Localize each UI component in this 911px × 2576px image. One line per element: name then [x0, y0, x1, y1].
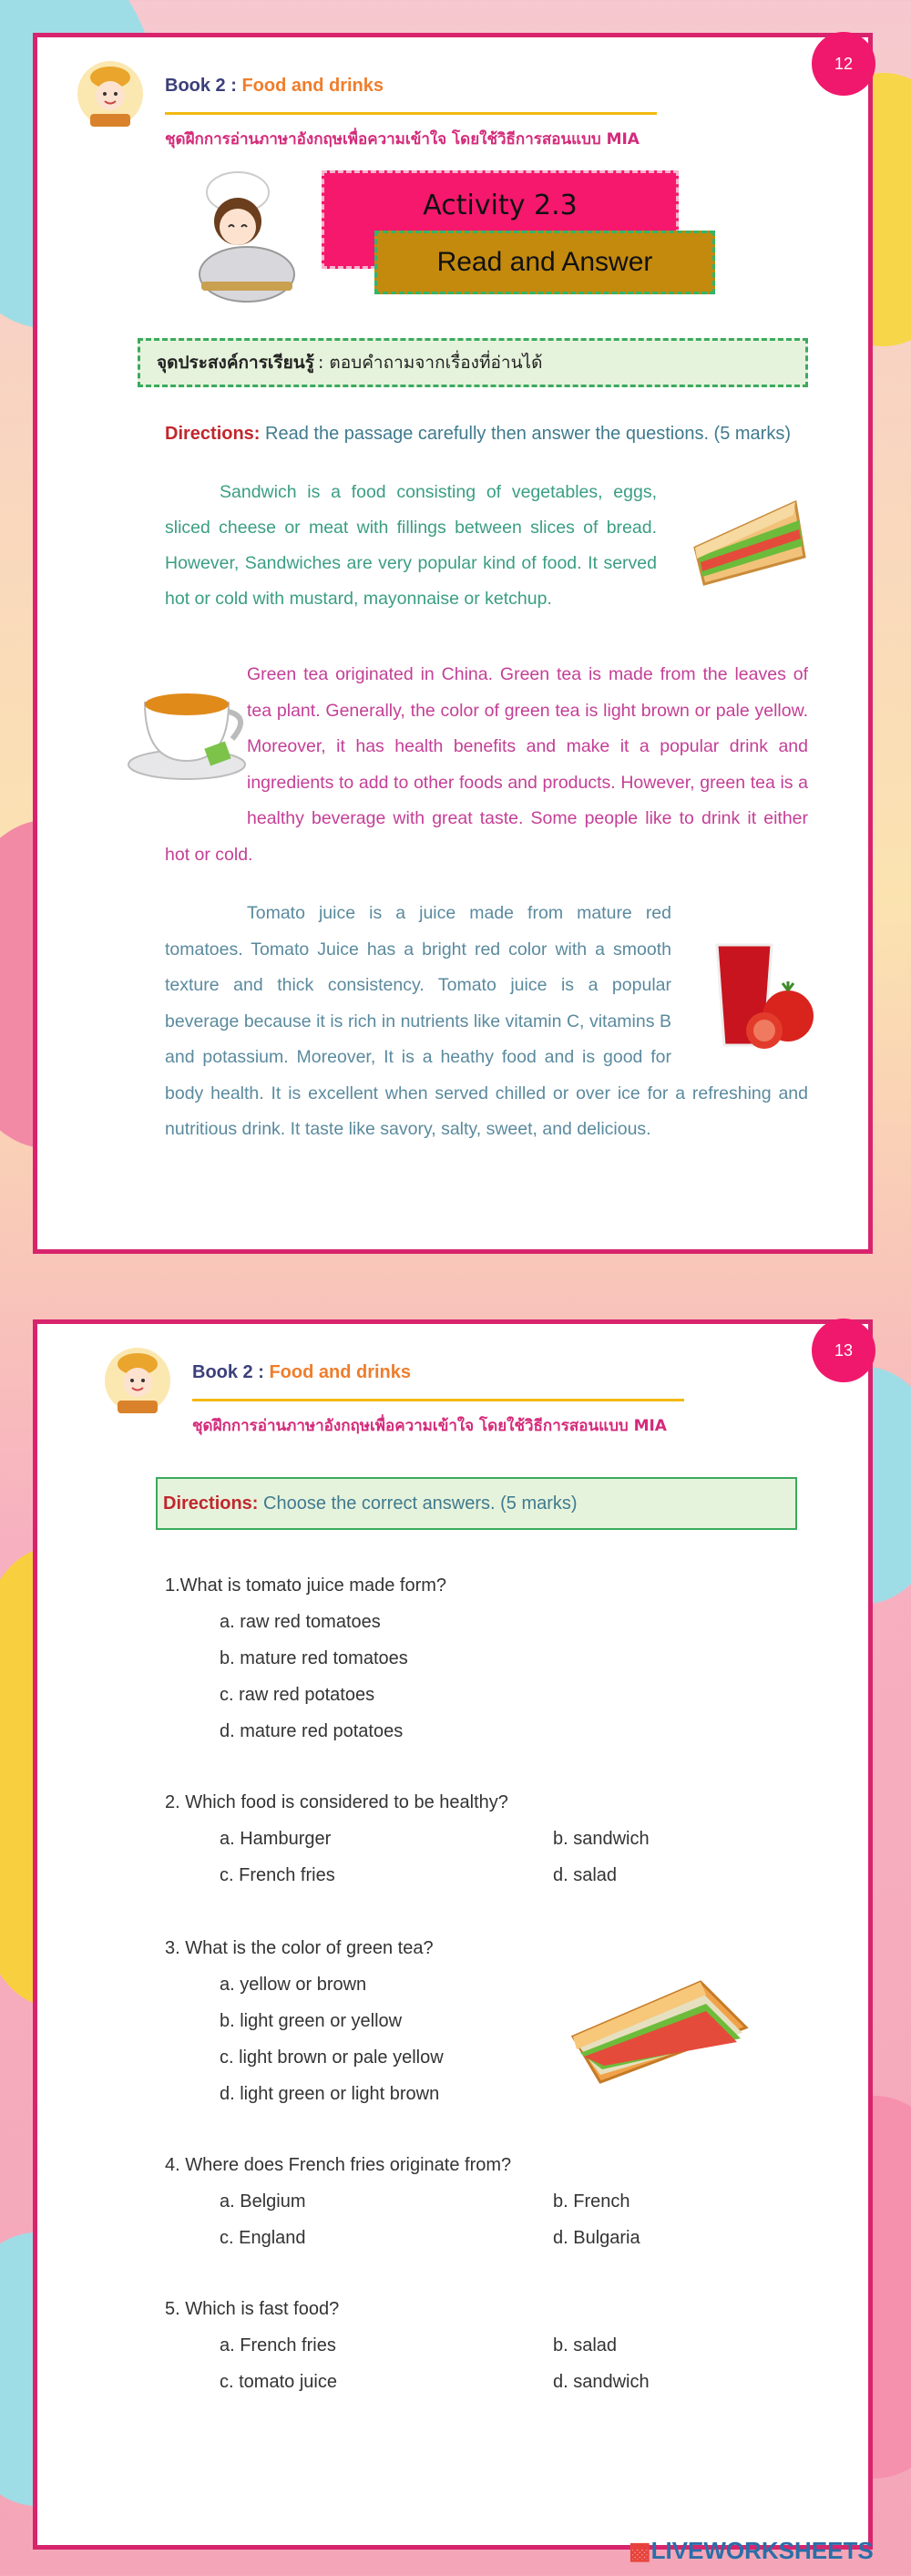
q4-option-c[interactable]: c. England: [220, 2228, 306, 2248]
directions-label: Directions:: [163, 1493, 259, 1514]
question-2: 2. Which food is considered to be healthy?: [165, 1792, 508, 1812]
q5-option-b[interactable]: b. salad: [553, 2335, 618, 2355]
q4-option-d[interactable]: d. Bulgaria: [553, 2228, 640, 2248]
worksheet-logo-icon: ▩: [629, 2537, 651, 2564]
q2-option-b[interactable]: b. sandwich: [553, 1829, 650, 1849]
directions-label: Directions:: [165, 424, 261, 444]
q5-option-a[interactable]: a. French fries: [220, 2335, 336, 2355]
objective-text: : ตอบคำถามจากเรื่องที่อ่านได้: [317, 353, 543, 373]
worksheet-page-12: [33, 33, 873, 1254]
book-subtitle: Food and drinks: [269, 1362, 412, 1382]
q5-option-d[interactable]: d. sandwich: [553, 2372, 650, 2392]
chef-girl-icon: [183, 165, 338, 311]
q4-option-b[interactable]: b. French: [553, 2191, 630, 2212]
tomato-juice-passage: Tomato juice is a juice made from mature red tomatoes. Tomato Juice has a bright red color with a smooth texture and thick consistency. Tomato juice is a popular beverage because it is rich in nutrients like vitamin C, vitamins B and potassium. Moreover, It is a heathy food and is good for body health. It is excellent when served chilled or over ice for a refreshing and nutritious drink. It taste like savory, salty, sweet, and delicious.: [165, 903, 808, 1139]
sandwich-icon: [686, 493, 814, 593]
q1-option-a[interactable]: a. raw red tomatoes: [220, 1612, 381, 1632]
q3-option-a[interactable]: a. yellow or brown: [220, 1975, 367, 1995]
header-divider: [192, 1399, 684, 1401]
thai-header: ชุดฝึกการอ่านภาษาอังกฤษเพื่อความเข้าใจ โดยใช้วิธีการสอนแบบ MIA: [192, 1417, 667, 1435]
chef-mascot-icon: [101, 1344, 174, 1426]
question-3: 3. What is the color of green tea?: [165, 1938, 434, 1958]
q1-option-c[interactable]: c. raw red potatoes: [220, 1685, 375, 1705]
book-title: Book 2 : Food and drinks: [192, 1362, 412, 1382]
directions-text: Read the passage carefully then answer the questions. (5 marks): [265, 424, 792, 444]
question-1: 1.What is tomato juice made form?: [165, 1575, 447, 1596]
tomato-juice-icon: [699, 936, 826, 1054]
learning-objective: [138, 338, 808, 387]
objective-label: จุดประสงค์การเรียนรู้: [157, 353, 314, 373]
q5-option-c[interactable]: c. tomato juice: [220, 2372, 337, 2392]
activity-title: Activity 2.3: [423, 190, 578, 221]
directions: [165, 424, 791, 445]
green-tea-section: [165, 657, 808, 876]
read-and-answer-banner: [374, 231, 715, 294]
q4-option-a[interactable]: a. Belgium: [220, 2191, 306, 2212]
book-title: Book 2 : Food and drinks: [165, 76, 384, 96]
question-5: 5. Which is fast food?: [165, 2299, 340, 2319]
green-tea-cup-icon: [123, 666, 260, 785]
q3-option-c[interactable]: c. light brown or pale yellow: [220, 2047, 444, 2068]
q1-option-d[interactable]: d. mature red potatoes: [220, 1721, 404, 1741]
page-header: [74, 56, 657, 165]
worksheet-page-13: [33, 1319, 873, 2550]
thai-header: ชุดฝึกการอ่านภาษาอังกฤษเพื่อความเข้าใจ โดยใช้วิธีการสอนแบบ MIA: [165, 130, 640, 149]
sandwich-passage: Sandwich is a food consisting of vegetables, eggs, sliced cheese or meat with fillings between slices of bread. However, Sandwiches are very popular kind of food. It served hot or cold with mustard, mayonnaise or ketchup.: [165, 482, 657, 609]
page-number-badge: 12: [812, 32, 875, 96]
page-number-badge: 13: [812, 1319, 875, 1382]
directions-box: [156, 1477, 797, 1530]
question-4: 4. Where does French fries originate from?: [165, 2155, 512, 2175]
activity-subtitle: Read and Answer: [436, 247, 653, 277]
q3-option-b[interactable]: b. light green or yellow: [220, 2011, 403, 2031]
page-header: [101, 1342, 684, 1452]
tomato-juice-section: [165, 896, 808, 1187]
q3-option-d[interactable]: d. light green or light brown: [220, 2084, 440, 2104]
book-subtitle: Food and drinks: [241, 76, 384, 96]
q2-option-c[interactable]: c. French fries: [220, 1865, 335, 1885]
sandwich-icon: [564, 1973, 755, 2091]
q2-option-a[interactable]: a. Hamburger: [220, 1829, 332, 1849]
green-tea-passage: Green tea originated in China. Green tea is made from the leaves of tea plant. Generally, the color of green tea is light brown or pale yellow. Moreover, it has health benefits and make it a popular drink and ingredients to add to other foods and products. However, green tea is a healthy beverage with great taste. Some people like to drink it either hot or cold.: [165, 664, 808, 865]
chef-mascot-icon: [74, 57, 147, 139]
q1-option-b[interactable]: b. mature red tomatoes: [220, 1648, 408, 1668]
liveworksheets-logo: ▩LIVEWORKSHEETS: [629, 2537, 874, 2564]
directions-text: Choose the correct answers. (5 marks): [263, 1493, 578, 1514]
q2-option-d[interactable]: d. salad: [553, 1865, 618, 1885]
header-divider: [165, 112, 657, 115]
